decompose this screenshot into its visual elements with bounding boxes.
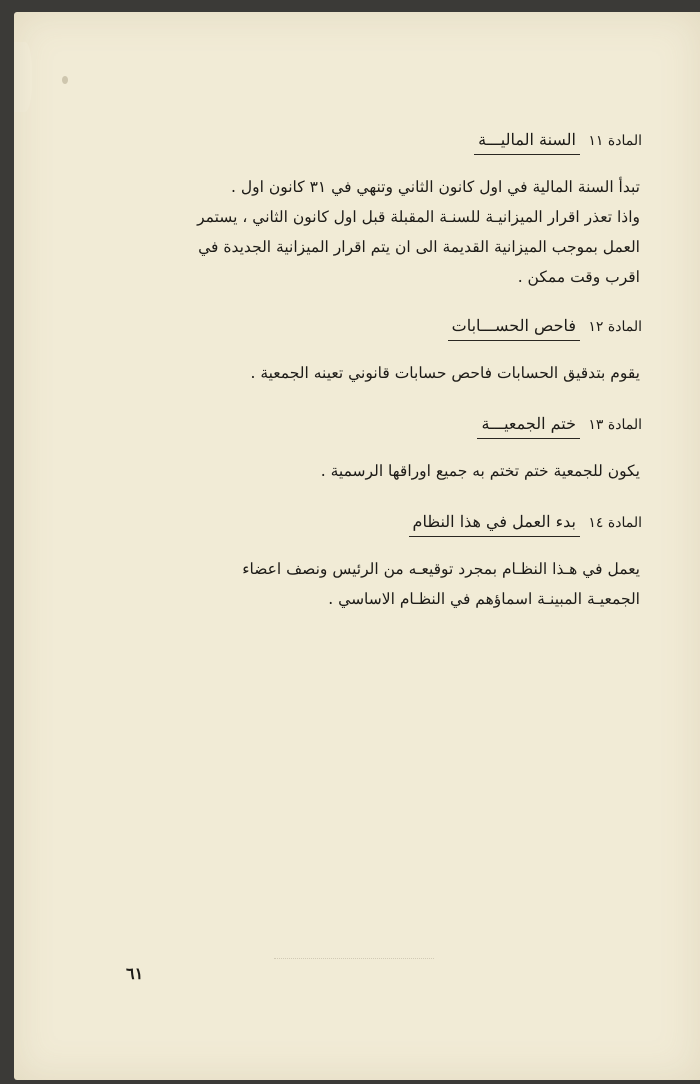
faint-stamp-mark <box>274 958 434 969</box>
body-line: يكون للجمعية ختم تختم به جميع اوراقها الرسمية . <box>320 462 640 480</box>
article-body <box>128 358 640 388</box>
article-heading <box>114 316 642 346</box>
article-heading <box>114 130 642 160</box>
article-number: المادة ١٢ <box>588 319 642 335</box>
article-body <box>128 172 640 292</box>
article-number: المادة ١٣ <box>588 417 642 433</box>
paper-speck <box>62 76 68 84</box>
article-14 <box>114 512 642 614</box>
page-number: ٦١ <box>126 964 144 983</box>
article-title: السنة الماليـــة <box>474 130 580 155</box>
article-body <box>128 554 640 614</box>
article-title: فاحص الحســـابات <box>448 316 580 341</box>
article-11 <box>114 130 642 292</box>
article-heading <box>114 414 642 444</box>
body-line: العمل بموجب الميزانية القديمة الى ان يتم اقرار الميزانية الجديدة في <box>198 238 640 256</box>
article-12 <box>114 316 642 388</box>
body-line: تبدأ السنة المالية في اول كانون الثاني وتنهي في ٣١ كانون اول . <box>231 178 640 196</box>
torn-edge <box>14 42 32 112</box>
article-title: ختم الجمعيـــة <box>477 414 580 439</box>
article-13 <box>114 414 642 486</box>
article-number: المادة ١٤ <box>588 515 642 531</box>
body-line: اقرب وقت ممكن . <box>517 268 640 286</box>
article-number: المادة ١١ <box>588 133 642 149</box>
body-line: يعمل في هـذا النظـام بمجرد توقيعـه من الرئيس ونصف اعضاء <box>242 560 640 578</box>
article-title: بدء العمل في هذا النظام <box>409 512 580 537</box>
body-line: واذا تعذر اقرار الميزانيـة للسنـة المقبلة قبل اول كانون الثاني ، يستمر <box>197 208 640 226</box>
body-line: يقوم بتدقيق الحسابات فاحص حسابات قانوني تعينه الجمعية . <box>250 364 640 382</box>
document-page <box>14 12 700 1080</box>
body-line: الجمعيـة المبينـة اسماؤهم في النظـام الاساسي . <box>328 590 640 608</box>
article-heading <box>114 512 642 542</box>
article-body <box>128 456 640 486</box>
